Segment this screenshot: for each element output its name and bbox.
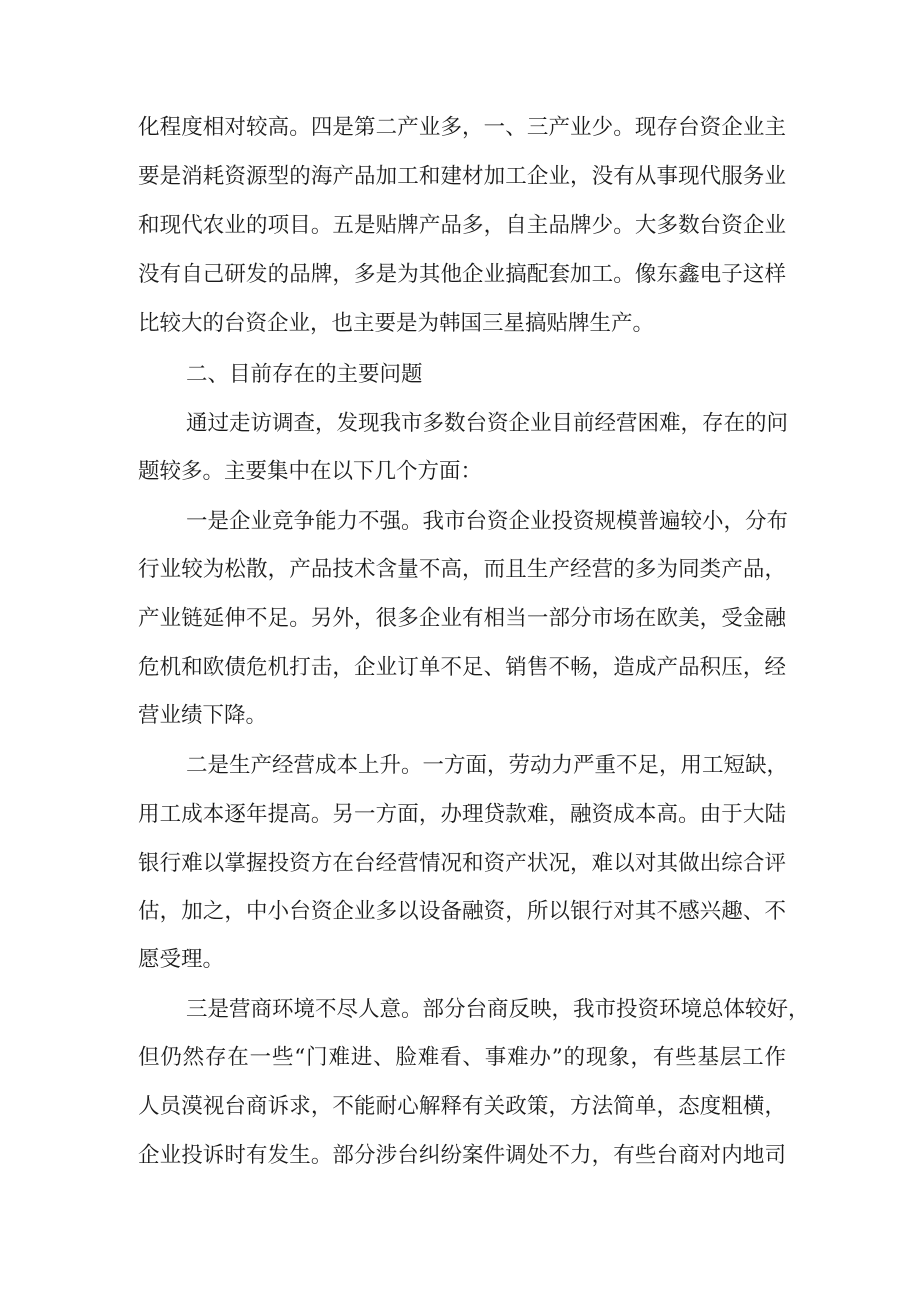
paragraph-line: 和现代农业的项目。五是贴牌产品多，自主品牌少。大多数台资企业: [138, 213, 786, 238]
paragraph-line: 营业绩下降。: [138, 703, 268, 728]
paragraph-line: 估，加之，中小台资企业多以设备融资，所以银行对其不感兴趣、不: [138, 899, 786, 924]
paragraph-line: 三是营商环境不尽人意。部分台商反映，我市投资环境总体较好，: [186, 997, 810, 1022]
paragraph-line: 二是生产经营成本上升。一方面，劳动力严重不足，用工短缺，: [186, 753, 789, 778]
paragraph-line: 行业较为松散，产品技术含量不高，而且生产经营的多为同类产品，: [138, 557, 786, 582]
paragraph-line: 题较多。主要集中在以下几个方面：: [138, 459, 483, 484]
section-heading: 二、目前存在的主要问题: [186, 362, 423, 387]
paragraph-line: 比较大的台资企业，也主要是为韩国三星搞贴牌生产。: [138, 311, 655, 336]
paragraph-line: 企业投诉时有发生。部分涉台纠纷案件调处不力，有些台商对内地司: [138, 1143, 786, 1168]
paragraph-line: 产业链延伸不足。另外，很多企业有相当一部分市场在欧美，受金融: [138, 606, 786, 631]
paragraph-line: 要是消耗资源型的海产品加工和建材加工企业，没有从事现代服务业: [138, 164, 786, 189]
paragraph-line: 没有自己研发的品牌，多是为其他企业搞配套加工。像东鑫电子这样: [138, 262, 786, 287]
paragraph-line: 用工成本逐年提高。另一方面，办理贷款难，融资成本高。由于大陆: [138, 802, 786, 827]
paragraph-line: 但仍然存在一些“门难进、脸难看、事难办”的现象，有些基层工作: [138, 1045, 786, 1070]
paragraph-line: 危机和欧债危机打击，企业订单不足、销售不畅，造成产品积压，经: [138, 655, 786, 680]
paragraph-line: 通过走访调查，发现我市多数台资企业目前经营困难，存在的问: [186, 411, 789, 436]
paragraph-line: 一是企业竞争能力不强。我市台资企业投资规模普遍较小，分布: [186, 509, 789, 534]
paragraph-line: 人员漠视台商诉求，不能耐心解释有关政策，方法简单，态度粗横，: [138, 1094, 786, 1119]
paragraph-line: 化程度相对较高。四是第二产业多，一、三产业少。现存台资企业主: [138, 115, 786, 140]
paragraph-line: 愿受理。: [138, 947, 225, 972]
paragraph-line: 银行难以掌握投资方在台经营情况和资产状况，难以对其做出综合评: [138, 851, 786, 876]
